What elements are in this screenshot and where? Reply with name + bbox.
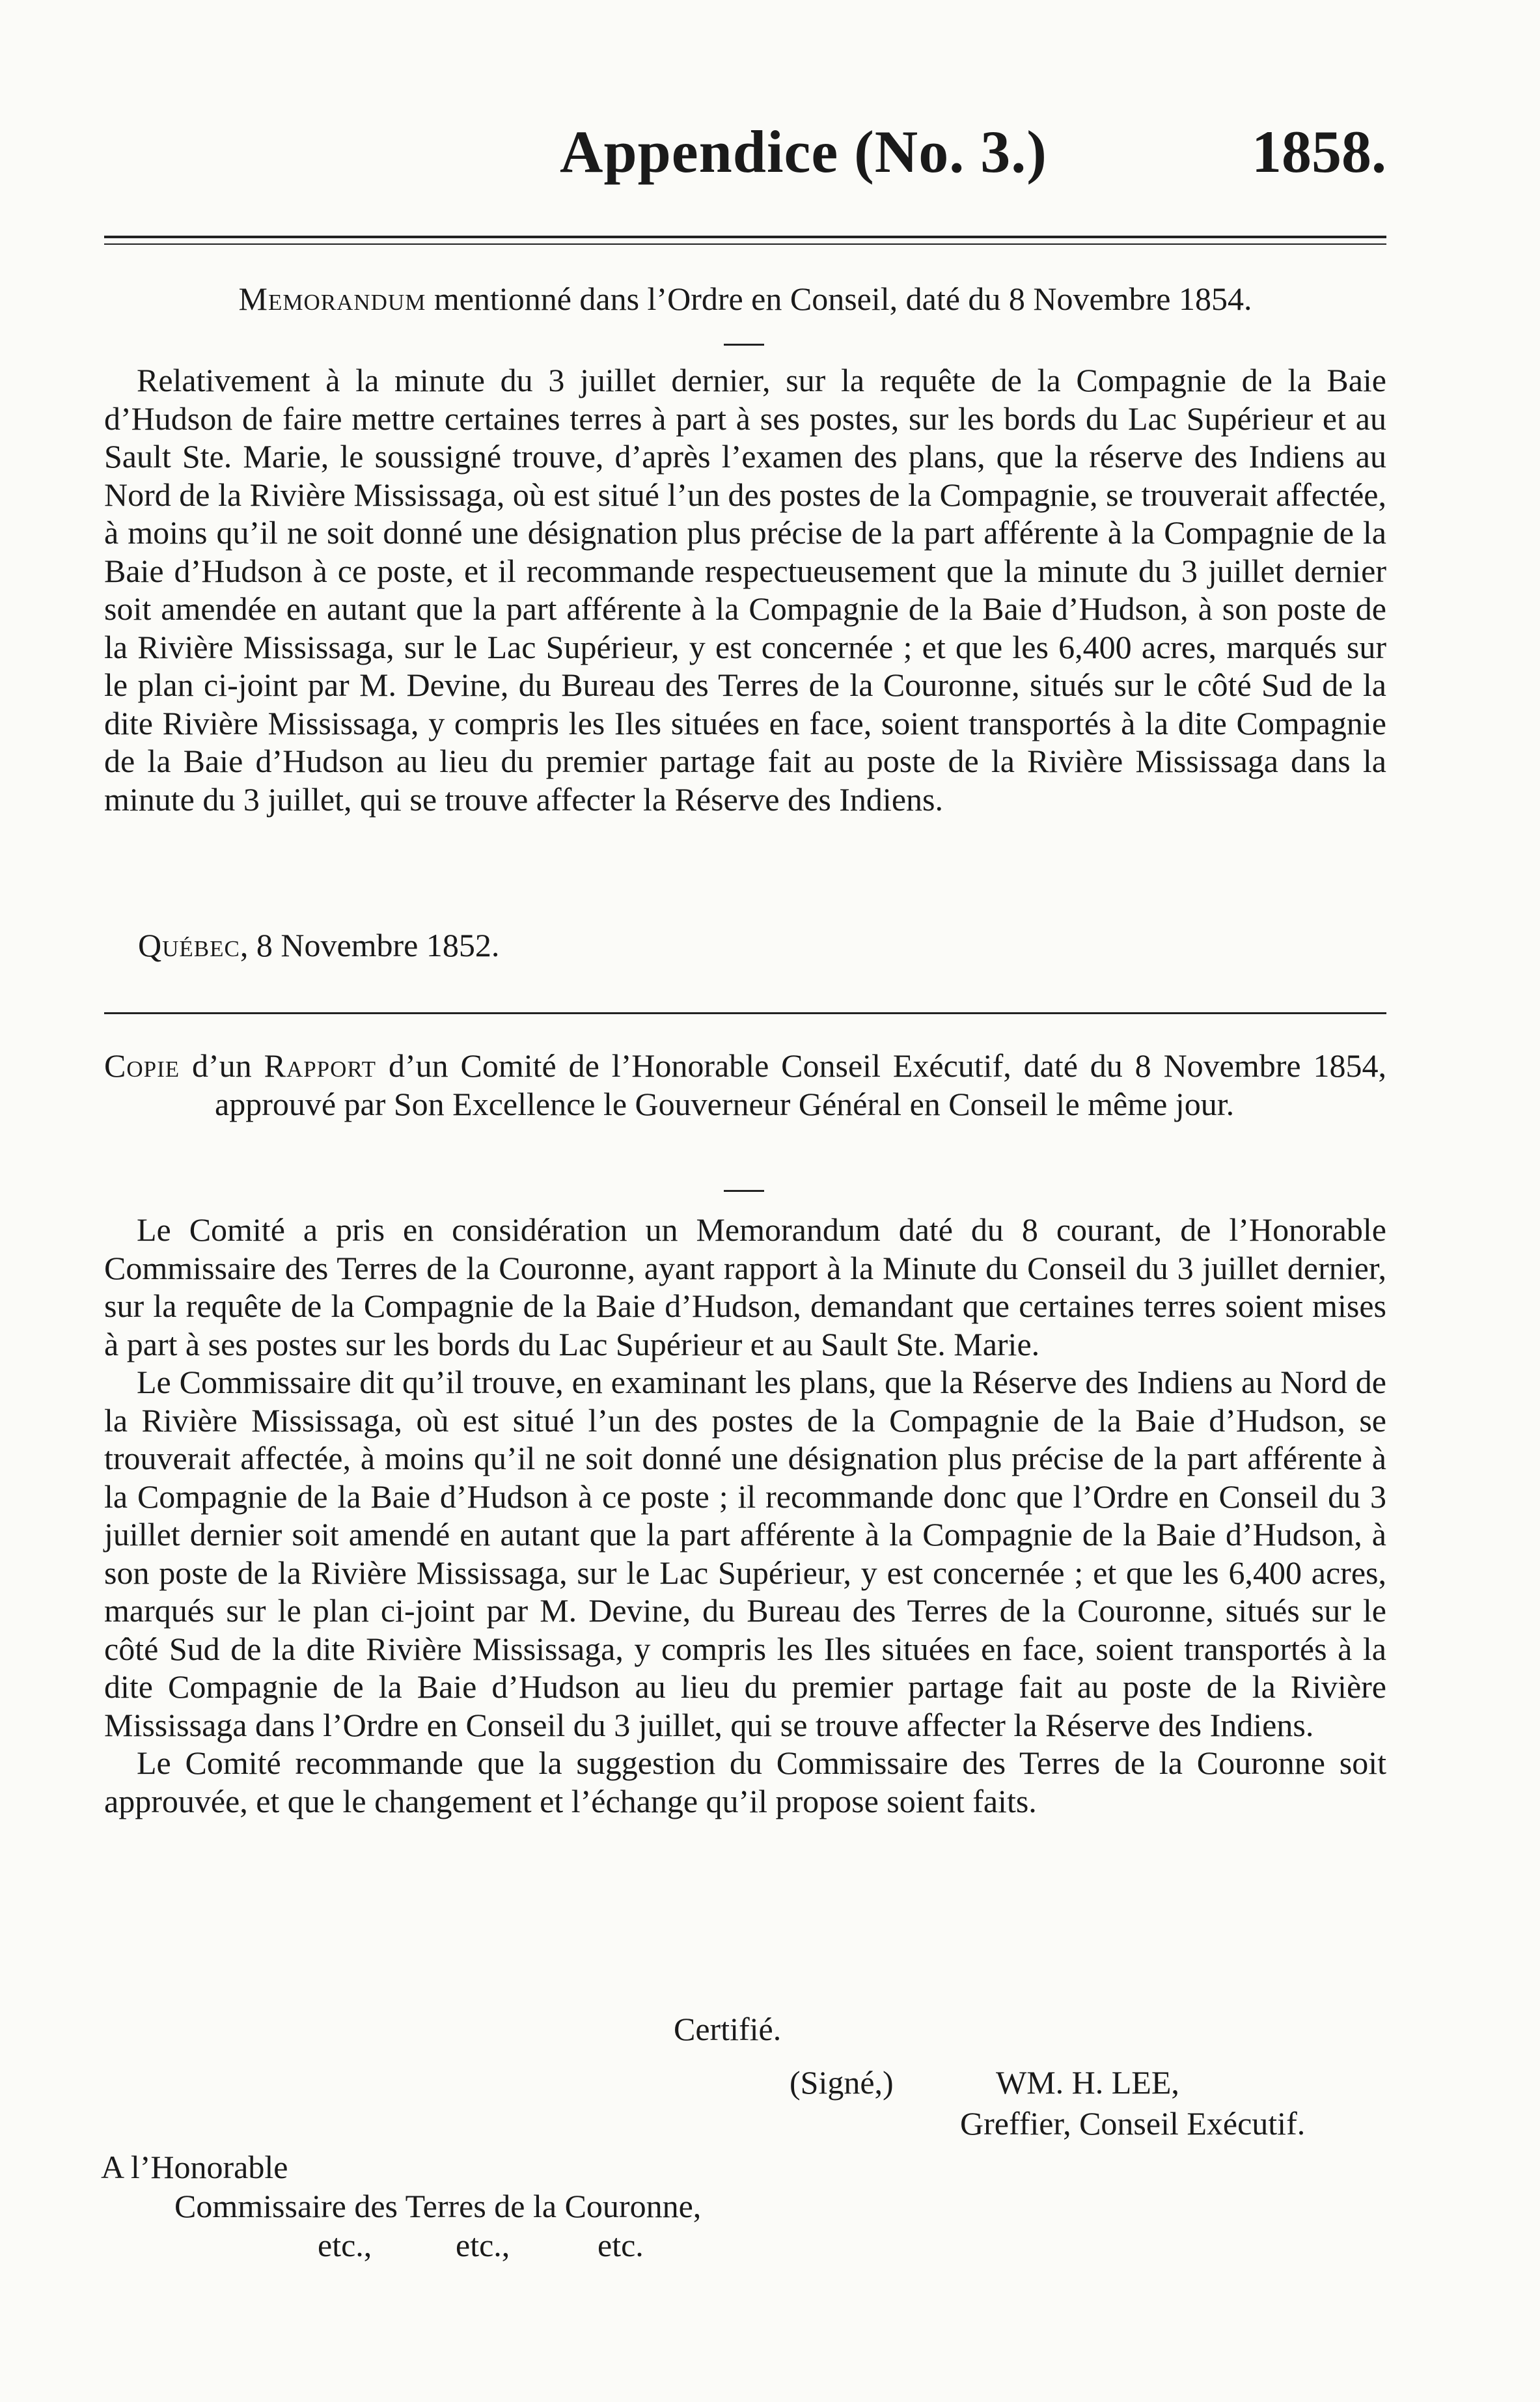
address-etc-1: etc., (318, 2227, 372, 2263)
header-double-rule (104, 236, 1386, 245)
copie-heading (104, 1047, 1386, 1124)
section-dash (724, 344, 764, 346)
memorandum-place: Québec (138, 927, 240, 963)
report-paragraph-3: Le Comité recommande que la suggestion du Commissaire des Terres de la Couronne soit approuvée, et que le changement et l’échange qu’il propose soient faits. (104, 1745, 1386, 1819)
memorandum-heading-text: mentionné dans l’Ordre en Conseil, daté du 8 Novembre 1854. (433, 281, 1252, 317)
section-dash (724, 1190, 764, 1192)
rapport-label: Rapport (264, 1047, 377, 1084)
address-etc-2: etc., (456, 2227, 510, 2263)
memorandum-heading (104, 280, 1386, 318)
copie-text-b: d’un Comité de l’Honorable Conseil Exécutif, daté du 8 Novembre 1854, approuvé par Son Excellence le Gouverneur Général en Conseil le même jour. (215, 1047, 1387, 1122)
address-line-1: A l’Honorable (101, 2149, 288, 2185)
memorandum-label: Memorandum (238, 281, 426, 317)
report-paragraph-2: Le Commissaire dit qu’il trouve, en examinant les plans, que la Réserve des Indiens au Nord de la Rivière Mississaga, où est situé l’un des postes de la Compagnie de la Baie d’Hudson, se trouverait affectée, à moins qu’il ne soit donné une désignation plus précise de la part afférente à la Compagnie de la Baie d’Hudson à ce poste ; il recommande donc que l’Ordre en Conseil du 3 juillet dernier soit amendé en autant que la part afférente à la Compagnie de la Baie d’Hudson, à son poste de la Rivière Mississaga, sur le Lac Supérieur, y est concernée ; et que les 6,400 acres, marqués sur le plan ci-joint par M. Devine, du Bureau des Terres de la Couronne, situés sur le côté Sud de la dite Rivière Mississaga, y compris les Iles situées en face, soient transportés à la dite Compagnie de la Baie d’Hudson au lieu du premier partage fait au poste de la Rivière Mississaga dans l’Ordre en Conseil du 3 juillet, qui se trouve affecter la Réserve des Indiens. (104, 1364, 1386, 1743)
report-paragraph-1: Le Comité a pris en considération un Memorandum daté du 8 courant, de l’Honorable Commissaire des Terres de la Couronne, ayant rapport à la Minute du Conseil du 3 juillet dernier, sur la requête de la Compagnie de la Baie d’Hudson, demandant que certaines terres soient mises à part à ses postes sur les bords du Lac Supérieur et au Sault Ste. Marie. (104, 1211, 1386, 1362)
memorandum-dateline (138, 926, 499, 964)
copie-text-a: d’un (180, 1047, 264, 1084)
committee-report-body (104, 1211, 1386, 1820)
header-year: 1858. (1252, 118, 1386, 185)
signatory-name: WM. H. LEE, (996, 2064, 1179, 2101)
certified-line: Certifié. (674, 2011, 782, 2047)
address-etc-3: etc. (598, 2227, 644, 2263)
copie-label: Copie (104, 1047, 180, 1084)
page-header (104, 117, 1386, 208)
address-line-2: Commissaire des Terres de la Couronne, (174, 2188, 702, 2224)
section-rule (104, 1012, 1386, 1014)
signed-label: (Signé,) (790, 2064, 894, 2101)
header-title: Appendice (No. 3.) (560, 118, 1047, 185)
memorandum-date: , 8 Novembre 1852. (240, 927, 500, 963)
memorandum-body (104, 361, 1386, 818)
memorandum-paragraph: Relativement à la minute du 3 juillet dernier, sur la requête de la Compagnie de la Baie d’Hudson de faire mettre certaines terres à part à ses postes, sur les bords du Lac Supérieur et au Sault Ste. Marie, le soussigné trouve, d’après l’examen des plans, que la réserve des Indiens au Nord de la Rivière Mississaga, où est situé l’un des postes de la Compagnie, se trouverait affectée, à moins qu’il ne soit donné une désignation plus précise de la part afférente à la Compagnie de la Baie d’Hudson à ce poste, et il recommande respectueusement que la minute du 3 juillet dernier soit amendée en autant que la part afférente à la Compagnie de la Baie d’Hudson, à son poste de la Rivière Mississaga, sur le Lac Supérieur, y est concernée ; et que les 6,400 acres, marqués sur le plan ci-joint par M. Devine, du Bureau des Terres de la Couronne, situés sur le côté Sud de la dite Rivière Mississaga, y compris les Iles situées en face, soient transportés à la dite Compagnie de la Baie d’Hudson au lieu du premier partage fait au poste de la Rivière Mississaga dans la minute du 3 juillet, qui se trouve affecter la Réserve des Indiens. (104, 362, 1386, 818)
signatory-title: Greffier, Conseil Exécutif. (960, 2105, 1306, 2142)
